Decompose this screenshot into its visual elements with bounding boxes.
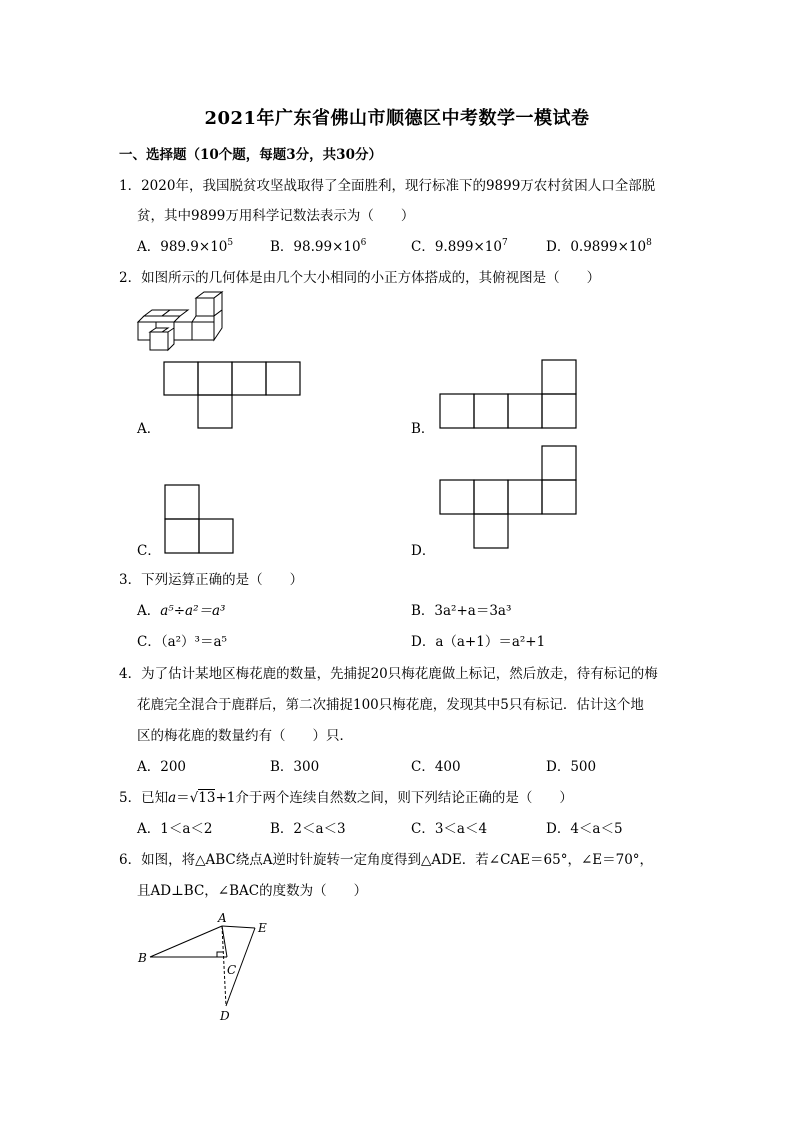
grid-square bbox=[440, 394, 474, 428]
q2-option-a-label[interactable]: A． bbox=[137, 421, 161, 437]
q3-option-d[interactable] bbox=[411, 632, 545, 652]
grid-square bbox=[474, 480, 508, 514]
q1-b-label: B． bbox=[270, 239, 294, 255]
q1-c-base: 9.899×10 bbox=[434, 239, 502, 255]
q2-option-c-label[interactable]: C． bbox=[137, 543, 161, 559]
q1-d-base: 0.9899×10 bbox=[570, 239, 647, 255]
grid-square bbox=[232, 362, 266, 395]
q1-option-d[interactable] bbox=[546, 237, 652, 257]
q1-option-b[interactable] bbox=[270, 237, 366, 257]
grid-square bbox=[199, 519, 233, 553]
grid-square bbox=[474, 514, 508, 548]
q5-option-b[interactable]: B．2＜a＜3 bbox=[270, 821, 346, 837]
sqrt-symbol: √ bbox=[189, 790, 199, 806]
q5-suffix: +1介于两个连续自然数之间，则下列结论正确的是（ ） bbox=[215, 790, 573, 806]
q1-d-label: D． bbox=[546, 239, 571, 255]
q1-b-exp: 6 bbox=[360, 238, 367, 248]
cube-solid-figure bbox=[130, 292, 230, 354]
q1-option-c[interactable] bbox=[411, 237, 508, 257]
q1-a-label: A． bbox=[137, 239, 161, 255]
q4-line3: 区的梅花鹿的数量约有（ ）只． bbox=[137, 728, 353, 744]
grid-square bbox=[508, 394, 542, 428]
grid-square bbox=[542, 394, 576, 428]
q5-radicand: 13 bbox=[198, 790, 216, 806]
q2-option-d-figure[interactable] bbox=[439, 445, 579, 551]
grid-square bbox=[440, 480, 474, 514]
q2-option-b-figure[interactable] bbox=[439, 359, 579, 431]
q3-option-c[interactable] bbox=[137, 632, 227, 652]
q4-line2: 花鹿完全混合于鹿群后，第二次捕捉100只梅花鹿，发现其中5只有标记．估计这个地 bbox=[137, 697, 644, 713]
q1-option-a[interactable] bbox=[137, 237, 233, 257]
q4-option-b[interactable]: B．300 bbox=[270, 759, 320, 775]
q5-eq: ＝ bbox=[176, 790, 190, 806]
q3-b-label: B． bbox=[411, 603, 435, 619]
grid-square bbox=[542, 480, 576, 514]
q3-option-b[interactable] bbox=[411, 601, 511, 621]
q3-d-text: a（a+1）＝a²+1 bbox=[435, 634, 546, 650]
q1-b-base: 98.99×10 bbox=[293, 239, 361, 255]
grid-square bbox=[165, 485, 199, 519]
triangle-figure bbox=[130, 908, 280, 1028]
q5-option-d[interactable]: D．4＜a＜5 bbox=[546, 821, 623, 837]
point-a-label: A bbox=[218, 911, 227, 925]
q2-option-c-figure[interactable] bbox=[164, 484, 236, 556]
q3-b-text: 3a²+a＝3a³ bbox=[434, 603, 512, 619]
grid-square bbox=[198, 395, 232, 428]
q5-option-c[interactable]: C．3＜a＜4 bbox=[411, 821, 488, 837]
section-heading: 一、选择题（10个题，每题3分，共30分） bbox=[119, 147, 382, 163]
q3-line1: 3．下列运算正确的是（ ） bbox=[119, 572, 304, 588]
point-e-label: E bbox=[258, 921, 267, 935]
q1-line2: 贫，其中9899万用科学记数法表示为（ ） bbox=[137, 208, 415, 224]
grid-square bbox=[165, 519, 199, 553]
grid-square bbox=[542, 446, 576, 480]
q1-a-base: 989.9×10 bbox=[160, 239, 228, 255]
q5-prefix: 5．已知 bbox=[119, 790, 169, 806]
grid-square bbox=[164, 362, 198, 395]
q6-line1: 6．如图，将△ABC绕点A逆时针旋转一定角度得到△ADE．若∠CAE＝65°，∠E＝70°， bbox=[119, 852, 654, 868]
q3-c-label: C． bbox=[137, 634, 161, 650]
q3-d-label: D． bbox=[411, 634, 436, 650]
q1-d-exp: 8 bbox=[646, 238, 652, 248]
q5-option-a[interactable]: A．1＜a＜2 bbox=[137, 821, 213, 837]
q6-line2: 且AD⊥BC，∠BAC的度数为（ ） bbox=[137, 883, 368, 899]
q2-option-a-figure[interactable] bbox=[163, 361, 303, 431]
q1-c-exp: 7 bbox=[501, 238, 508, 248]
q4-option-c[interactable]: C．400 bbox=[411, 759, 461, 775]
q3-option-a[interactable] bbox=[137, 601, 225, 621]
q3-a-text: a⁵÷a²＝a³ bbox=[160, 603, 226, 619]
q2-option-d-label[interactable]: D． bbox=[411, 543, 436, 559]
q5-line1 bbox=[119, 788, 573, 808]
point-c-label: C bbox=[227, 963, 237, 977]
q1-a-exp: 5 bbox=[227, 238, 234, 248]
q1-line1: 1．2020年，我国脱贫攻坚战取得了全面胜利，现行标准下的9899万农村贫困人口全部脱 bbox=[119, 178, 656, 194]
point-b-label: B bbox=[138, 951, 147, 965]
q4-option-d[interactable]: D．500 bbox=[546, 759, 597, 775]
grid-square bbox=[542, 360, 576, 394]
q1-c-label: C． bbox=[411, 239, 435, 255]
grid-square bbox=[474, 394, 508, 428]
q3-c-text: （a²）³＝a⁵ bbox=[160, 634, 227, 650]
point-d-label: D bbox=[220, 1009, 230, 1023]
q4-option-a[interactable]: A．200 bbox=[137, 759, 187, 775]
q2-option-b-label[interactable]: B． bbox=[411, 421, 435, 437]
grid-square bbox=[198, 362, 232, 395]
q5-var: a bbox=[168, 790, 177, 806]
grid-square bbox=[266, 362, 300, 395]
grid-square bbox=[508, 480, 542, 514]
q3-a-label: A． bbox=[137, 603, 161, 619]
q4-line1: 4．为了估计某地区梅花鹿的数量，先捕捉20只梅花鹿做上标记，然后放走，待有标记的梅 bbox=[119, 666, 658, 682]
q2-line1: 2．如图所示的几何体是由几个大小相同的小正方体搭成的，其俯视图是（ ） bbox=[119, 270, 601, 286]
page-title: 2021年广东省佛山市顺德区中考数学一模试卷 bbox=[204, 108, 590, 129]
